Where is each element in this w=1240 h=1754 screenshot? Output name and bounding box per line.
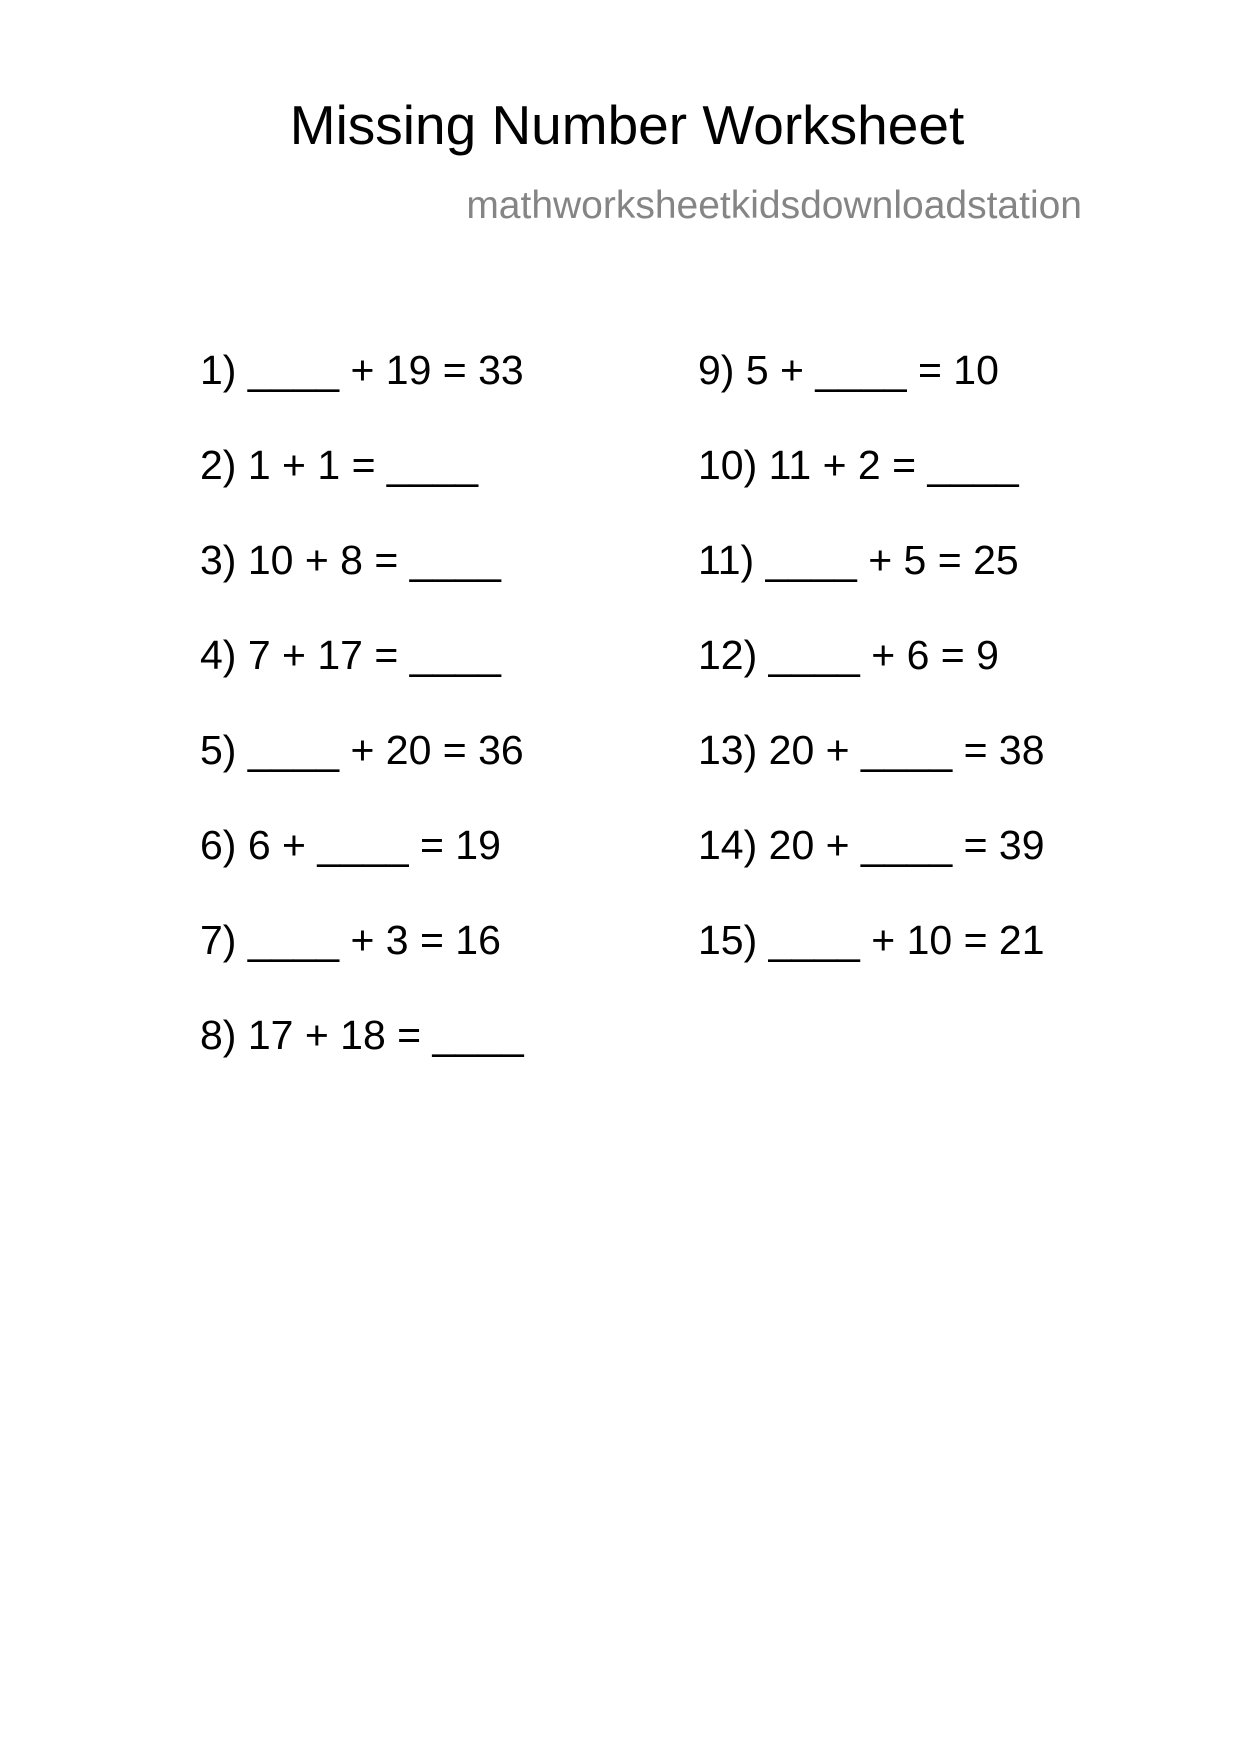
problem-12: 12) ____ + 6 = 9 xyxy=(698,632,999,678)
problem-3: 3) 10 + 8 = ____ xyxy=(200,537,501,583)
problems-left-column xyxy=(200,347,524,1110)
problem-4: 4) 7 + 17 = ____ xyxy=(200,632,501,678)
problems-right-column xyxy=(698,347,1045,1015)
problem-5: 5) ____ + 20 = 36 xyxy=(200,727,524,773)
problem-8: 8) 17 + 18 = ____ xyxy=(200,1012,524,1058)
problem-10: 10) 11 + 2 = ____ xyxy=(698,442,1019,488)
problem-2: 2) 1 + 1 = ____ xyxy=(200,442,479,488)
problem-6: 6) 6 + ____ = 19 xyxy=(200,822,501,868)
problem-11: 11) ____ + 5 = 25 xyxy=(698,537,1019,583)
problem-7: 7) ____ + 3 = 16 xyxy=(200,917,501,963)
problem-15: 15) ____ + 10 = 21 xyxy=(698,917,1045,963)
problem-13: 13) 20 + ____ = 38 xyxy=(698,727,1045,773)
worksheet-subtitle: mathworksheetkidsdownloadstation xyxy=(466,184,1082,227)
problem-1: 1) ____ + 19 = 33 xyxy=(200,347,524,393)
worksheet-title: Missing Number Worksheet xyxy=(289,94,965,156)
problem-14: 14) 20 + ____ = 39 xyxy=(698,822,1045,868)
problem-9: 9) 5 + ____ = 10 xyxy=(698,347,999,393)
